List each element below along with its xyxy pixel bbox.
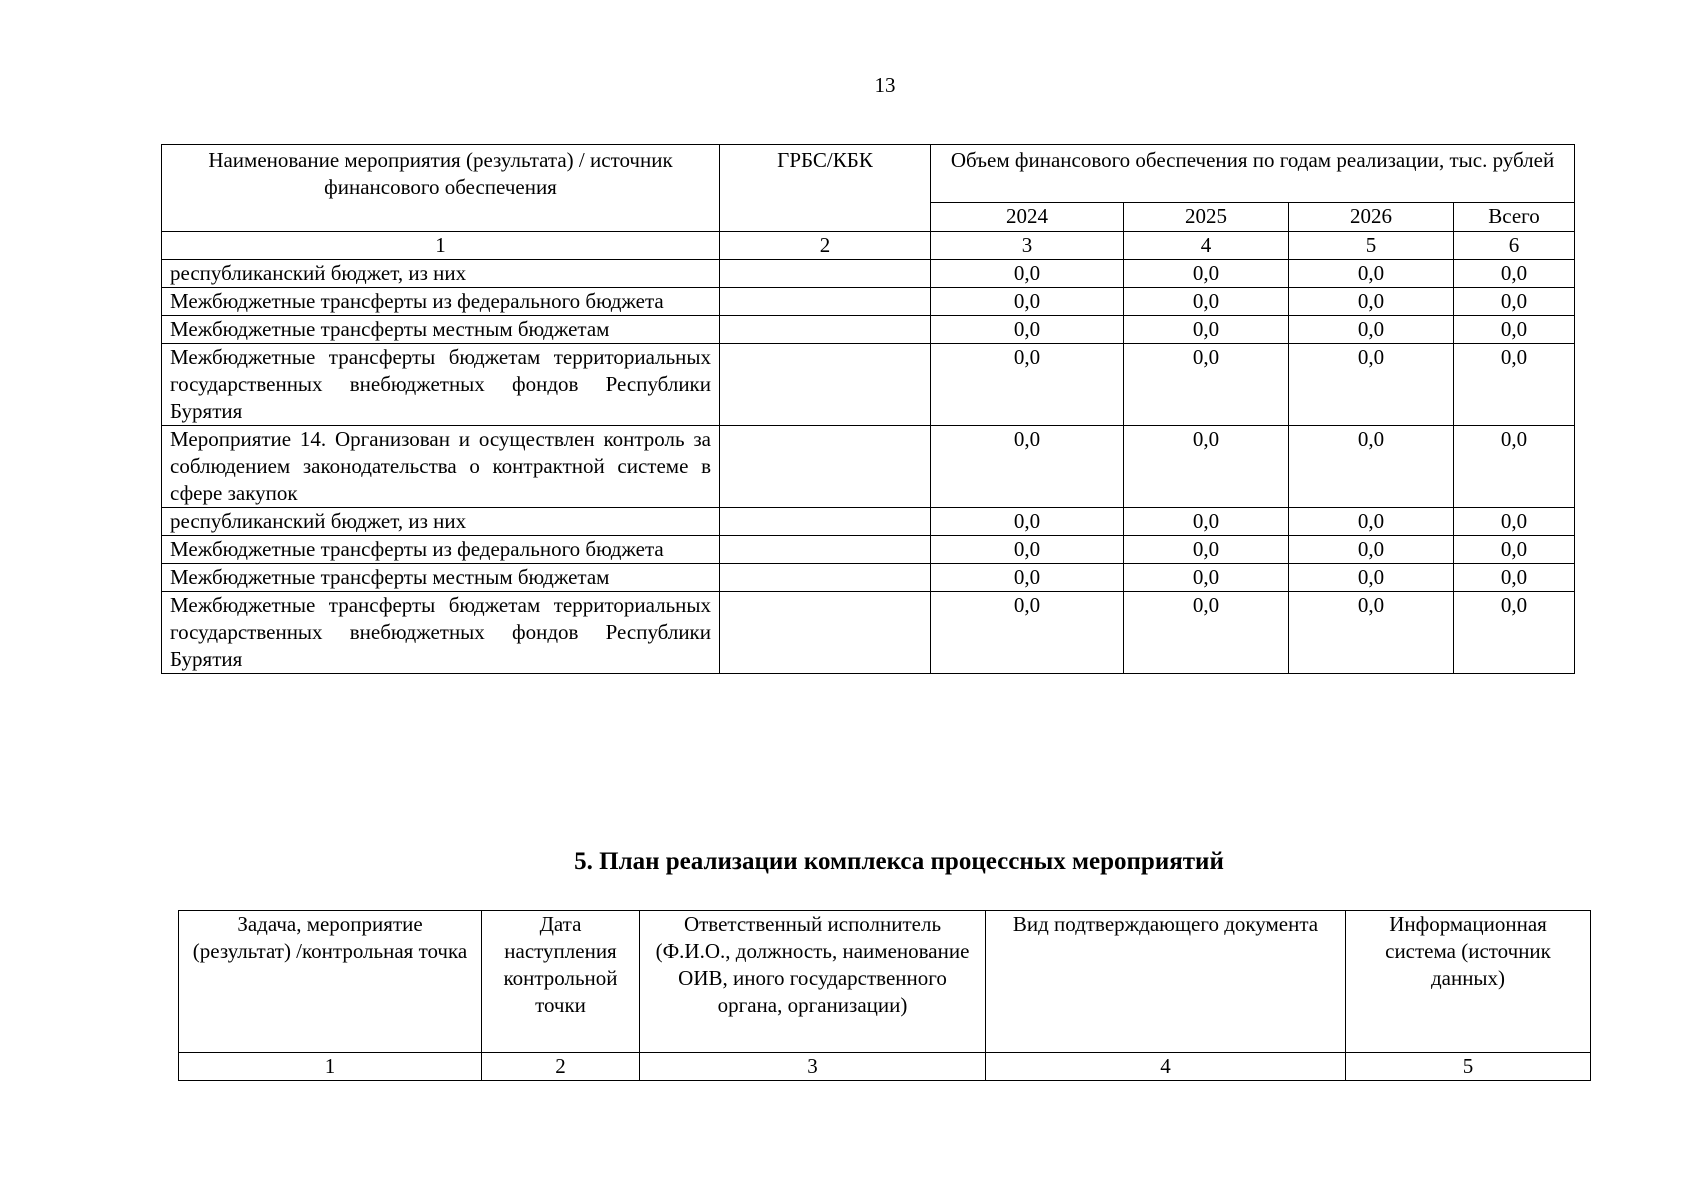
row-name: Межбюджетные трансферты из федерального бюджета (162, 288, 720, 316)
row-name: республиканский бюджет, из них (162, 508, 720, 536)
column-number: 1 (162, 232, 720, 260)
row-value-total: 0,0 (1454, 592, 1575, 674)
row-value-2026: 0,0 (1289, 536, 1454, 564)
column-number: 4 (1124, 232, 1289, 260)
row-value-total: 0,0 (1454, 316, 1575, 344)
row-value-total: 0,0 (1454, 536, 1575, 564)
table-row (162, 344, 1575, 426)
row-value-total: 0,0 (1454, 344, 1575, 426)
row-kbk (720, 288, 931, 316)
row-value-2026: 0,0 (1289, 288, 1454, 316)
column-number: 2 (720, 232, 931, 260)
row-kbk (720, 508, 931, 536)
table-row (162, 536, 1575, 564)
row-value-2025: 0,0 (1124, 592, 1289, 674)
row-name: Межбюджетные трансферты из федерального бюджета (162, 536, 720, 564)
row-value-2024: 0,0 (931, 592, 1124, 674)
finance-column-number-row (162, 232, 1575, 260)
column-number: 1 (179, 1053, 482, 1081)
column-number: 4 (986, 1053, 1346, 1081)
column-number: 5 (1346, 1053, 1591, 1081)
row-name: республиканский бюджет, из них (162, 260, 720, 288)
row-value-2025: 0,0 (1124, 316, 1289, 344)
row-value-2024: 0,0 (931, 316, 1124, 344)
row-value-total: 0,0 (1454, 564, 1575, 592)
row-value-2025: 0,0 (1124, 508, 1289, 536)
row-value-2024: 0,0 (931, 260, 1124, 288)
plan-header-system: Информационная система (источник данных) (1346, 911, 1591, 1053)
plan-header-date: Дата наступления контрольной точки (482, 911, 640, 1053)
row-value-total: 0,0 (1454, 426, 1575, 508)
finance-table (161, 144, 1575, 674)
header-name: Наименование мероприятия (результата) / источник финансового обеспечения (162, 145, 720, 232)
row-value-2026: 0,0 (1289, 508, 1454, 536)
row-value-2024: 0,0 (931, 508, 1124, 536)
column-number: 5 (1289, 232, 1454, 260)
row-value-2024: 0,0 (931, 344, 1124, 426)
row-value-2025: 0,0 (1124, 344, 1289, 426)
row-kbk (720, 564, 931, 592)
row-kbk (720, 344, 931, 426)
table-row (162, 592, 1575, 674)
header-total: Всего (1454, 203, 1575, 232)
row-value-2024: 0,0 (931, 536, 1124, 564)
row-value-total: 0,0 (1454, 508, 1575, 536)
plan-table (178, 910, 1591, 1081)
row-value-2025: 0,0 (1124, 536, 1289, 564)
table-row (162, 288, 1575, 316)
table-row (162, 316, 1575, 344)
row-value-2024: 0,0 (931, 288, 1124, 316)
row-value-2026: 0,0 (1289, 316, 1454, 344)
header-kbk: ГРБС/КБК (720, 145, 931, 232)
column-number: 2 (482, 1053, 640, 1081)
row-value-total: 0,0 (1454, 260, 1575, 288)
plan-header-executor: Ответственный исполнитель (Ф.И.О., должность, наименование ОИВ, иного государственного органа, организации) (640, 911, 986, 1053)
column-number: 3 (931, 232, 1124, 260)
plan-header-row (179, 911, 1591, 1053)
row-kbk (720, 316, 931, 344)
row-kbk (720, 426, 931, 508)
header-year-2026: 2026 (1289, 203, 1454, 232)
row-value-2025: 0,0 (1124, 260, 1289, 288)
row-value-2025: 0,0 (1124, 564, 1289, 592)
row-value-2026: 0,0 (1289, 260, 1454, 288)
plan-column-number-row (179, 1053, 1591, 1081)
row-value-2026: 0,0 (1289, 564, 1454, 592)
column-number: 6 (1454, 232, 1575, 260)
row-value-2026: 0,0 (1289, 344, 1454, 426)
header-year-2025: 2025 (1124, 203, 1289, 232)
row-value-2024: 0,0 (931, 426, 1124, 508)
table-row (162, 508, 1575, 536)
row-value-2025: 0,0 (1124, 288, 1289, 316)
table-row (162, 564, 1575, 592)
row-kbk (720, 592, 931, 674)
row-name: Межбюджетные трансферты бюджетам территориальных государственных внебюджетных фондов Республики Бурятия (162, 592, 720, 674)
page-number: 13 (874, 73, 896, 97)
plan-header-task: Задача, мероприятие (результат) /контрольная точка (179, 911, 482, 1053)
row-value-2026: 0,0 (1289, 592, 1454, 674)
row-name: Межбюджетные трансферты бюджетам территориальных государственных внебюджетных фондов Республики Бурятия (162, 344, 720, 426)
table-row (162, 260, 1575, 288)
row-value-2024: 0,0 (931, 564, 1124, 592)
row-name: Мероприятие 14. Организован и осуществлен контроль за соблюдением законодательства о контрактной системе в сфере закупок (162, 426, 720, 508)
table-row (162, 426, 1575, 508)
finance-header-row (162, 145, 1575, 203)
plan-header-document: Вид подтверждающего документа (986, 911, 1346, 1053)
header-volume: Объем финансового обеспечения по годам реализации, тыс. рублей (931, 145, 1575, 203)
row-kbk (720, 260, 931, 288)
row-name: Межбюджетные трансферты местным бюджетам (162, 564, 720, 592)
row-value-2025: 0,0 (1124, 426, 1289, 508)
column-number: 3 (640, 1053, 986, 1081)
row-value-total: 0,0 (1454, 288, 1575, 316)
section-title: 5. План реализации комплекса процессных мероприятий (574, 848, 1224, 875)
row-name: Межбюджетные трансферты местным бюджетам (162, 316, 720, 344)
header-year-2024: 2024 (931, 203, 1124, 232)
row-kbk (720, 536, 931, 564)
row-value-2026: 0,0 (1289, 426, 1454, 508)
